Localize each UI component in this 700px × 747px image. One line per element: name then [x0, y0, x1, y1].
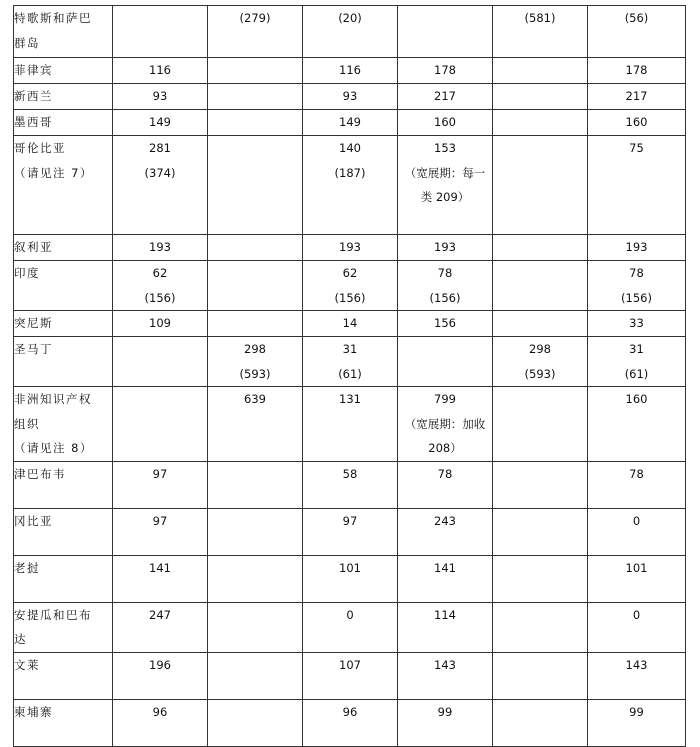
fee-cell — [398, 387, 493, 462]
fee-value-line: 14 — [342, 316, 358, 330]
fee-cell — [493, 602, 588, 652]
fee-value-line: 193 — [339, 240, 361, 254]
country-name-line: 突尼斯 — [14, 316, 53, 330]
fee-cell — [113, 555, 208, 602]
fee-cell — [303, 84, 398, 110]
fee-value-line: (374) — [144, 165, 176, 180]
fee-value-line: 160 — [434, 115, 456, 129]
fee-cell — [303, 337, 398, 387]
fee-cell — [588, 652, 686, 699]
fee-cell — [303, 261, 398, 311]
fee-cell — [303, 136, 398, 235]
fee-cell — [493, 387, 588, 462]
fee-cell — [303, 110, 398, 136]
table-row — [14, 136, 686, 235]
fee-value-line: (156) — [334, 290, 366, 305]
fee-cell — [398, 555, 493, 602]
fee-value-line: (156) — [429, 290, 461, 305]
fee-cell — [493, 6, 588, 58]
fee-cell — [493, 311, 588, 337]
fee-cell — [588, 261, 686, 311]
fee-cell — [493, 555, 588, 602]
country-name-line: 新西兰 — [14, 89, 53, 103]
table-row — [14, 261, 686, 311]
fee-cell — [208, 58, 303, 84]
fee-cell — [113, 387, 208, 462]
country-cell — [14, 461, 113, 508]
country-name-line: 柬埔寨 — [14, 704, 53, 719]
fee-cell — [588, 387, 686, 462]
fee-value-line: 149 — [339, 115, 361, 129]
country-cell — [14, 508, 113, 555]
fee-value-line: 149 — [149, 115, 171, 129]
country-cell — [14, 58, 113, 84]
fee-table — [13, 5, 686, 747]
fee-value-line: 143 — [434, 657, 456, 672]
fee-cell — [208, 387, 303, 462]
country-name-line: 哥伦比亚 — [14, 141, 66, 155]
country-name-line: 文莱 — [14, 657, 40, 672]
fee-value-line: 101 — [339, 560, 361, 575]
fee-cell — [208, 699, 303, 746]
fee-table-body — [14, 6, 686, 747]
fee-cell — [303, 699, 398, 746]
fee-value-line: 0 — [632, 607, 641, 622]
fee-value-line: 141 — [149, 560, 171, 575]
fee-cell — [493, 508, 588, 555]
fee-cell — [588, 235, 686, 261]
fee-cell — [493, 58, 588, 84]
fee-cell — [493, 337, 588, 387]
fee-value-line: 193 — [434, 240, 456, 254]
fee-cell — [588, 699, 686, 746]
fee-cell — [303, 58, 398, 84]
fee-cell — [493, 84, 588, 110]
country-cell — [14, 602, 113, 652]
fee-value-line: (279) — [239, 11, 271, 25]
fee-cell — [588, 461, 686, 508]
fee-value-line: 97 — [152, 466, 168, 481]
fee-value-line: 99 — [629, 704, 644, 719]
fee-cell — [398, 235, 493, 261]
fee-value-line: (156) — [621, 290, 652, 305]
fee-value-line: 193 — [149, 240, 171, 254]
fee-value-line: 143 — [625, 657, 648, 672]
fee-cell — [208, 508, 303, 555]
fee-cell — [303, 311, 398, 337]
fee-cell — [303, 652, 398, 699]
fee-value-line: 217 — [625, 89, 648, 103]
fee-cell — [303, 6, 398, 58]
fee-value-line: 101 — [625, 560, 648, 575]
fee-cell — [398, 508, 493, 555]
fee-value-line: (581) — [524, 11, 556, 25]
fee-cell — [398, 602, 493, 652]
country-cell — [14, 387, 113, 462]
fee-value-line: 93 — [342, 89, 358, 103]
fee-value-line: 298 — [244, 342, 266, 356]
fee-cell — [208, 337, 303, 387]
fee-value-line: 298 — [529, 342, 551, 356]
fee-cell — [493, 461, 588, 508]
fee-value-line: 31 — [342, 342, 358, 356]
fee-cell — [303, 387, 398, 462]
fee-value-line: 141 — [434, 560, 456, 575]
fee-value-line: 78 — [629, 466, 644, 481]
table-row — [14, 602, 686, 652]
fee-value-line: 78 — [629, 266, 644, 280]
fee-cell — [588, 84, 686, 110]
fee-value-line: (593) — [239, 366, 271, 381]
country-name-line: 安提瓜和巴布 — [14, 607, 92, 622]
country-name-line: （请见注 7） — [14, 165, 93, 180]
fee-value-line: 639 — [244, 392, 266, 406]
fee-cell — [113, 311, 208, 337]
country-name-line: 冈比亚 — [14, 513, 53, 528]
country-name-line: 非洲知识产权 — [14, 392, 92, 406]
fee-cell — [588, 555, 686, 602]
fee-value-line: 99 — [437, 704, 453, 719]
fee-value-line: 75 — [629, 141, 644, 155]
fee-cell — [208, 235, 303, 261]
country-name-line: 印度 — [14, 266, 40, 280]
fee-cell — [493, 699, 588, 746]
fee-cell — [113, 652, 208, 699]
fee-cell — [208, 261, 303, 311]
fee-cell — [588, 602, 686, 652]
country-name-line: 圣马丁 — [14, 342, 53, 356]
table-row — [14, 58, 686, 84]
fee-value-line: 196 — [149, 657, 171, 672]
fee-cell — [113, 58, 208, 84]
fee-cell — [113, 235, 208, 261]
fee-value-line: 33 — [629, 316, 644, 330]
fee-value-line: 109 — [149, 316, 171, 330]
fee-cell — [208, 602, 303, 652]
country-name-line: 特歌斯和萨巴 — [14, 11, 92, 25]
fee-cell — [398, 84, 493, 110]
table-row — [14, 555, 686, 602]
fee-cell — [493, 235, 588, 261]
country-name-line: 组织 — [14, 416, 40, 431]
fee-cell — [588, 337, 686, 387]
fee-value-line: 31 — [629, 342, 644, 356]
country-cell — [14, 84, 113, 110]
fee-value-line: 243 — [434, 513, 456, 528]
fee-cell — [493, 110, 588, 136]
fee-cell — [588, 311, 686, 337]
table-row — [14, 337, 686, 387]
fee-cell — [398, 311, 493, 337]
fee-cell — [208, 311, 303, 337]
country-cell — [14, 110, 113, 136]
fee-cell — [208, 84, 303, 110]
fee-value-line: 160 — [625, 115, 648, 129]
fee-value-line: 62 — [152, 266, 168, 280]
fee-cell — [208, 136, 303, 235]
fee-cell — [493, 652, 588, 699]
country-name-line: 叙利亚 — [14, 240, 53, 254]
country-name-line: 墨西哥 — [14, 115, 53, 129]
country-name-line: 菲律宾 — [14, 63, 53, 77]
fee-cell — [303, 508, 398, 555]
country-cell — [14, 555, 113, 602]
fee-cell — [303, 461, 398, 508]
fee-value-line: 140 — [339, 141, 361, 155]
fee-cell — [398, 652, 493, 699]
fee-value-line: (187) — [334, 165, 366, 180]
fee-value-line: 93 — [152, 89, 168, 103]
fee-value-line: 217 — [434, 89, 456, 103]
fee-cell — [113, 602, 208, 652]
fee-cell — [113, 6, 208, 58]
fee-cell — [113, 136, 208, 235]
fee-value-line: 78 — [437, 266, 453, 280]
fee-cell — [208, 652, 303, 699]
fee-cell — [493, 136, 588, 235]
fee-value-line: 0 — [346, 607, 354, 622]
fee-value-line: 62 — [342, 266, 358, 280]
fee-value-line: (61) — [624, 366, 649, 381]
fee-cell — [398, 58, 493, 84]
fee-value-line: (56) — [624, 11, 649, 25]
fee-cell — [113, 110, 208, 136]
table-row — [14, 699, 686, 746]
fee-cell — [208, 110, 303, 136]
fee-cell — [398, 261, 493, 311]
fee-value-line: 208） — [428, 441, 462, 455]
table-row — [14, 110, 686, 136]
fee-value-line: （宽展期：每一 — [404, 165, 486, 180]
fee-value-line: 0 — [632, 513, 641, 528]
fee-value-line: 281 — [149, 141, 171, 155]
country-cell — [14, 235, 113, 261]
fee-cell — [113, 461, 208, 508]
fee-value-line: (156) — [144, 290, 176, 305]
country-cell — [14, 337, 113, 387]
country-name-line: 达 — [14, 632, 27, 646]
fee-cell — [303, 602, 398, 652]
fee-cell — [398, 461, 493, 508]
table-row — [14, 508, 686, 555]
fee-value-line: (61) — [338, 366, 362, 381]
fee-value-line: 160 — [625, 392, 648, 406]
table-row — [14, 235, 686, 261]
country-cell — [14, 652, 113, 699]
fee-value-line: 78 — [437, 466, 453, 481]
fee-value-line: 247 — [149, 607, 171, 622]
fee-value-line: 58 — [342, 466, 358, 481]
fee-value-line: 97 — [152, 513, 168, 528]
fee-value-line: 96 — [342, 704, 358, 719]
fee-value-line: (20) — [338, 11, 362, 25]
fee-cell — [208, 461, 303, 508]
fee-cell — [113, 84, 208, 110]
fee-cell — [588, 508, 686, 555]
fee-value-line: 类 209） — [420, 190, 470, 204]
table-row — [14, 652, 686, 699]
fee-cell — [588, 110, 686, 136]
fee-value-line: (593) — [524, 366, 556, 381]
fee-value-line: 97 — [342, 513, 358, 528]
fee-value-line: 153 — [434, 141, 456, 155]
fee-cell — [588, 6, 686, 58]
country-name-line: 津巴布韦 — [14, 466, 66, 481]
country-name-line: （请见注 8） — [14, 441, 93, 455]
fee-value-line: 114 — [434, 607, 456, 622]
fee-value-line: 193 — [625, 240, 648, 254]
country-cell — [14, 311, 113, 337]
table-row — [14, 311, 686, 337]
country-cell — [14, 6, 113, 58]
table-row — [14, 387, 686, 462]
fee-cell — [493, 261, 588, 311]
country-cell — [14, 136, 113, 235]
fee-value-line: （宽展期：加收 — [404, 416, 486, 431]
fee-cell — [398, 136, 493, 235]
fee-cell — [113, 261, 208, 311]
fee-value-line: 116 — [149, 63, 171, 77]
table-row — [14, 461, 686, 508]
table-row — [14, 6, 686, 58]
fee-cell — [303, 555, 398, 602]
fee-cell — [398, 110, 493, 136]
fee-cell — [208, 555, 303, 602]
fee-cell — [113, 337, 208, 387]
fee-cell — [588, 136, 686, 235]
country-cell — [14, 699, 113, 746]
country-name-line: 群岛 — [14, 35, 40, 50]
fee-value-line: 156 — [434, 316, 456, 330]
fee-value-line: 178 — [434, 63, 456, 77]
country-name-line: 老挝 — [14, 560, 40, 575]
fee-value-line: 131 — [339, 392, 361, 406]
fee-value-line: 799 — [434, 392, 456, 406]
fee-value-line: 107 — [339, 657, 361, 672]
fee-cell — [398, 337, 493, 387]
fee-cell — [113, 699, 208, 746]
fee-cell — [398, 6, 493, 58]
fee-cell — [208, 6, 303, 58]
fee-value-line: 96 — [152, 704, 168, 719]
fee-cell — [398, 699, 493, 746]
fee-value-line: 178 — [625, 63, 648, 77]
table-row — [14, 84, 686, 110]
country-cell — [14, 261, 113, 311]
fee-cell — [303, 235, 398, 261]
fee-value-line: 116 — [339, 63, 361, 77]
fee-cell — [588, 58, 686, 84]
fee-cell — [113, 508, 208, 555]
